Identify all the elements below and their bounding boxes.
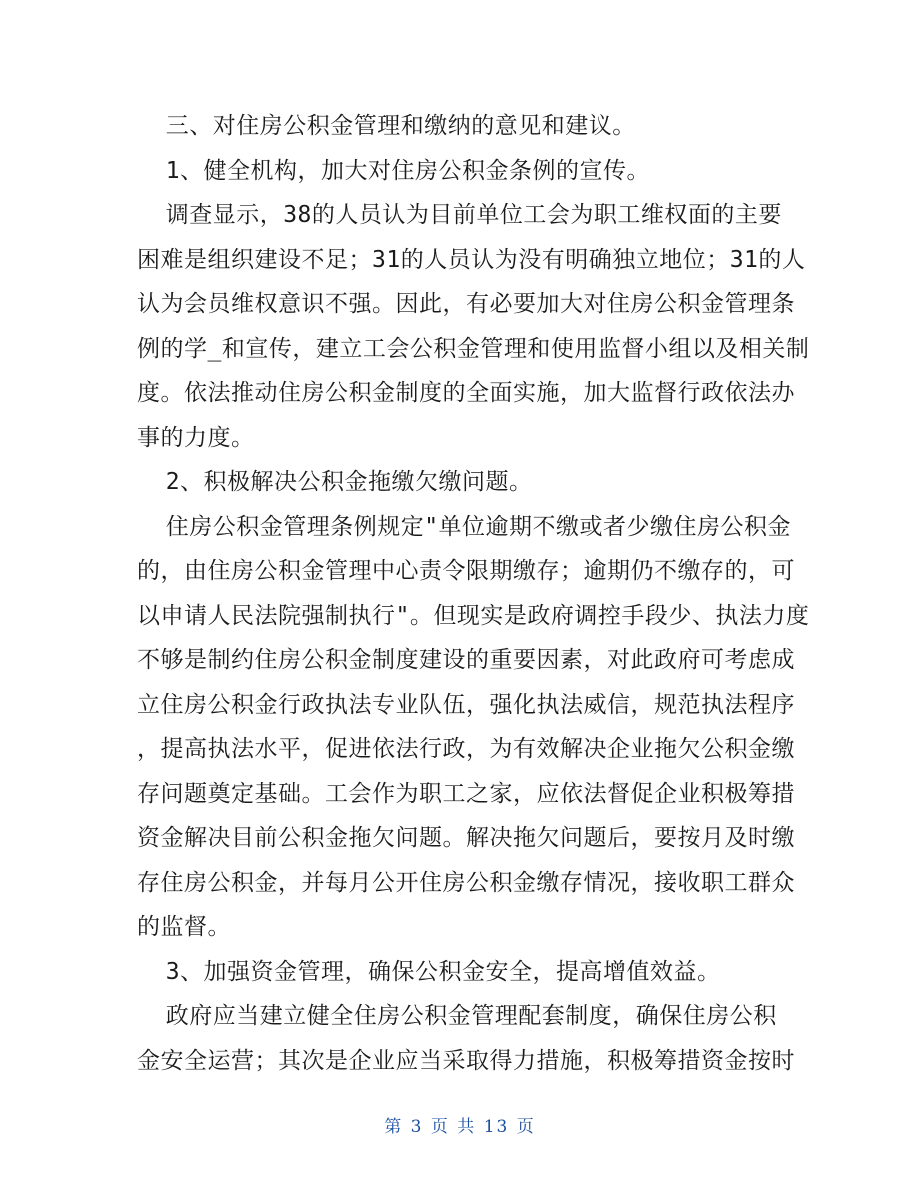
text-line: 三、对住房公积金管理和缴纳的意见和建议。 — [137, 113, 636, 139]
text-line: 存问题奠定基础。工会作为职工之家，应依法督促企业积极筹措 — [137, 780, 795, 807]
text-line: 度。依法推动住房公积金制度的全面实施，加大监督行政依法办 — [137, 380, 795, 406]
text-line: 的监督。 — [137, 914, 231, 940]
text-line: 存住房公积金，并每月公开住房公积金缴存情况，接收职工群众 — [137, 869, 795, 896]
page-number-label: 第 3 页 共 13 页 — [384, 1117, 536, 1137]
text-line: 住房公积金管理条例规定"单位逾期不缴或者少缴住房公积金 — [137, 513, 792, 540]
text-line: 的，由住房公积金管理中心责令限期缴存；逾期仍不缴存的，可 — [137, 558, 795, 584]
text-line: 事的力度。 — [137, 424, 255, 451]
text-line: 3、加强资金管理，确保公积金安全，提高增值效益。 — [137, 958, 721, 985]
text-line: 以申请人民法院强制执行"。但现实是政府调控手段少、执法力度 — [137, 602, 810, 629]
text-line: 政府应当建立健全住房公积金管理配套制度，确保住房公积 — [137, 1003, 777, 1029]
text-line: 立住房公积金行政执法专业队伍，强化执法威信，规范执法程序 — [137, 691, 795, 718]
text-line: 1、健全机构，加大对住房公积金条例的宣传。 — [137, 157, 651, 184]
text-line: 调查显示，38的人员认为目前单位工会为职工维权面的主要 — [137, 202, 782, 228]
page-footer — [0, 1112, 920, 1137]
text-line: 例的学_和宣传，建立工会公积金管理和使用监督小组以及相关制 — [137, 335, 810, 362]
document-body — [137, 104, 810, 1083]
text-line: ，提高执法水平，促进依法行政，为有效解决企业拖欠公积金缴 — [137, 736, 795, 762]
text-line: 2、积极解决公积金拖缴欠缴问题。 — [137, 469, 533, 495]
text-line: 认为会员维权意识不强。因此，有必要加大对住房公积金管理条 — [137, 291, 795, 317]
text-line: 资金解决目前公积金拖欠问题。解决拖欠问题后，要按月及时缴 — [137, 825, 795, 851]
text-line: 困难是组织建设不足；31的人员认为没有明确独立地位；31的人 — [137, 246, 806, 273]
text-line: 金安全运营；其次是企业应当采取得力措施，积极筹措资金按时 — [137, 1047, 795, 1074]
text-line: 不够是制约住房公积金制度建设的重要因素，对此政府可考虑成 — [137, 647, 795, 673]
